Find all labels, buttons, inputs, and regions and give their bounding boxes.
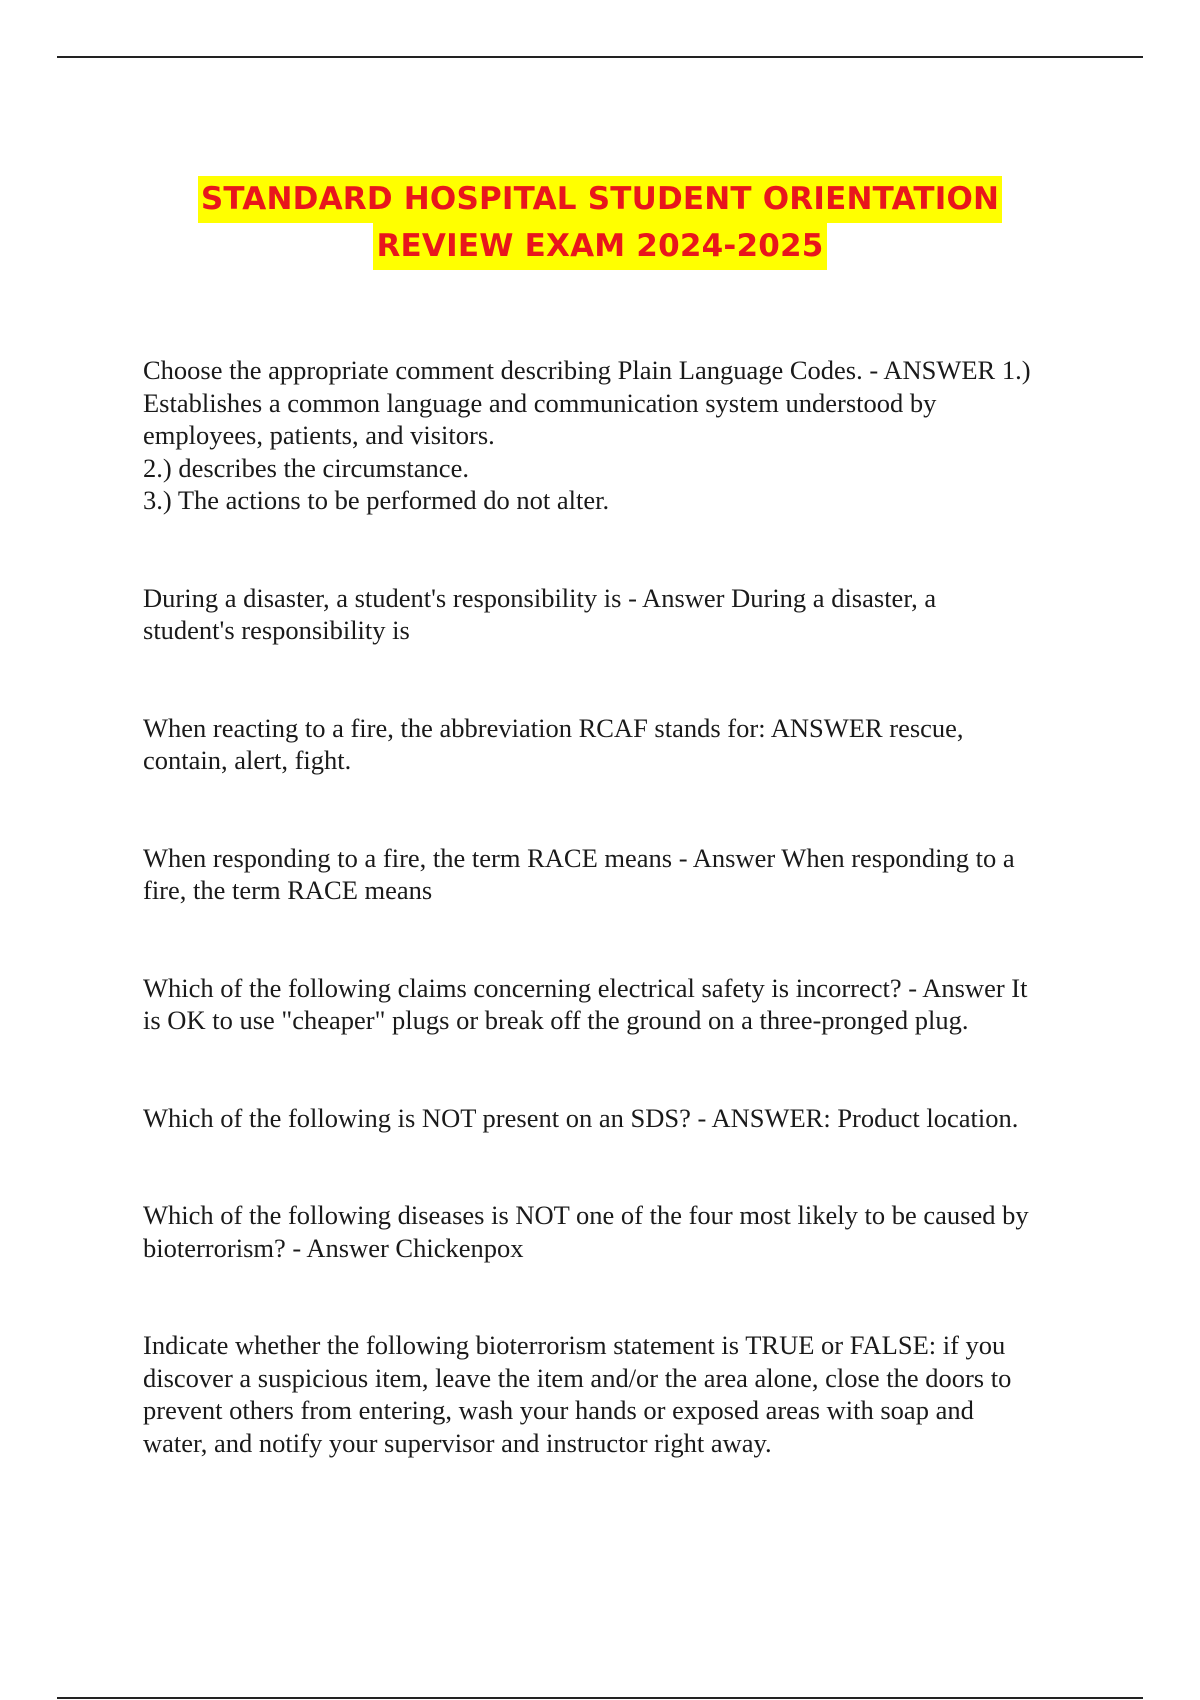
qa-item-race — [143, 842, 1093, 907]
qa-line: employees, patients, and visitors. — [143, 420, 495, 450]
top-rule — [57, 56, 1143, 58]
qa-line: During a disaster, a student's responsibility is - Answer During a disaster, a — [143, 582, 937, 613]
question-answer-list — [143, 354, 1093, 1524]
qa-line: When reacting to a fire, the abbreviation RCAF stands for: ANSWER rescue, — [143, 712, 964, 743]
qa-line: student's responsibility is — [143, 615, 410, 645]
title-line-2: REVIEW EXAM 2024-2025 — [373, 223, 826, 270]
qa-line: discover a suspicious item, leave the item and/or the area alone, close the doors to — [143, 1362, 1012, 1393]
qa-item-disaster-responsibility — [143, 582, 1093, 647]
qa-item-rcaf — [143, 712, 1093, 777]
qa-line: prevent others from entering, wash your hands or exposed areas with soap and — [143, 1395, 974, 1425]
qa-line: Which of the following diseases is NOT one of the four most likely to be caused by — [143, 1200, 1029, 1230]
qa-line: is OK to use "cheaper" plugs or break off the ground on a three-pronged plug. — [143, 1005, 969, 1035]
qa-line: fire, the term RACE means — [143, 875, 433, 905]
title-line-1: STANDARD HOSPITAL STUDENT ORIENTATION — [198, 176, 1002, 223]
qa-line: Indicate whether the following bioterrorism statement is TRUE or FALSE: if you — [143, 1330, 1006, 1360]
qa-line: When responding to a fire, the term RACE means - Answer When responding to a — [143, 842, 1015, 873]
bottom-rule — [57, 1697, 1143, 1699]
qa-line: contain, alert, fight. — [143, 745, 352, 775]
qa-line: bioterrorism? - Answer Chickenpox — [143, 1232, 524, 1263]
qa-line: Choose the appropriate comment describing Plain Language Codes. - ANSWER 1.) — [143, 355, 1031, 385]
qa-item-plain-language-codes — [143, 354, 1093, 517]
qa-line: Which of the following is NOT present on an SDS? - ANSWER: Product location. — [143, 1102, 1019, 1133]
qa-item-electrical-safety — [143, 972, 1093, 1037]
qa-item-bioterrorism-statement — [143, 1329, 1093, 1459]
qa-line: Which of the following claims concerning electrical safety is incorrect? - Answer It — [143, 972, 1028, 1003]
qa-item-bioterrorism-diseases — [143, 1199, 1093, 1264]
qa-line: 2.) describes the circumstance. — [143, 452, 469, 483]
qa-line: Establishes a common language and communication system understood by — [143, 387, 937, 418]
page-title — [0, 176, 1200, 270]
qa-line: 3.) The actions to be performed do not alter. — [143, 485, 610, 515]
qa-line: water, and notify your supervisor and instructor right away. — [143, 1427, 772, 1458]
qa-item-sds — [143, 1102, 1093, 1135]
